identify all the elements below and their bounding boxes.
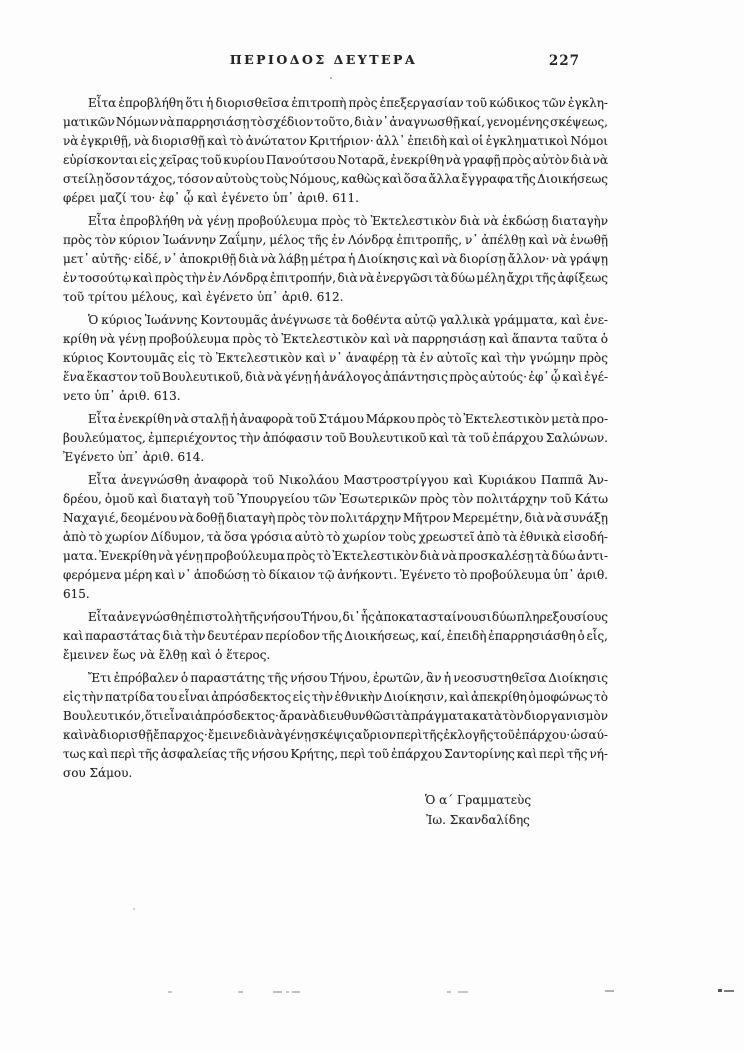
text-line: ματα. Ἐνεκρίθη νὰ γένῃ προβούλευμα πρὸς τὸ Ἐκτελεστικὸν διὰ νὰ προσκαλέσῃ τὰ δύω ἀντι- [63,549,608,563]
text-line: Εἶτα ἐνεκρίθη νὰ σταλῇ ἡ ἀναφορὰ τοῦ Στάμου Μάρκου πρὸς τὸ Ἐκτελεστικὸν μετὰ προ- [88,412,608,426]
scan-artifact [238,991,243,993]
text-line: βουλεύματος, ἐμπεριέχοντος τὴν ἀπόφασιν τοῦ Βουλευτικοῦ καὶ τὰ τοῦ ἐπάρχου Σαλώνων. [63,431,608,445]
text-line: ματικῶν Νόμων νὰ παρρησιάσῃ τὸ σχέδιον τοῦτο, διὰ ν᾽ ἀναγνωσθῇ καί, γενομένης σκέψεως, [63,115,608,129]
page-number: 227 [548,53,580,69]
text-line: νὰ ἐγκριθῇ, νὰ διορισθῇ καὶ τὸ ἀνώτατον Κριτήριον· ἀλλ᾽ ἐπειδὴ καὶ οἱ ἐγκληματικοὶ Νόμοι [63,134,609,148]
text-line: Εἶτα ἐπροβλήθη ὅτι ἡ διορισθεῖσα ἐπιτροπὴ πρὸς ἐπεξεργασίαν τοῦ κώδικος τῶν ἐγκλη- [88,96,608,110]
text-line: Βουλευτικόν, ὅτι εἶναι ἀπρόσδεκτος· ἄρα νὰ διευθυνθῶσι τὰ πράγματα κατὰ τὸν διοργανισμὸν [63,709,608,723]
text-line: Ὁ κύριος Ἰωάννης Κοντουμᾶς ἀνέγνωσε τὰ δοθέντα αὐτῷ γαλλικὰ γράμματα, καὶ ἐνε- [88,313,608,327]
text-line: ἀπὸ τὸ χωρίον Δίδυμον, τὰ ὅσα γρόσια αὐτὸ τὸ χωρίον τοὺς χρεωστεῖ ἀπὸ τὰ ἐθνικὰ εἰσοδή- [63,530,608,544]
paragraph [63,608,608,665]
text-line: Ναχαγιέ, δεομένου νὰ δοθῇ διαταγὴ πρὸς τὸν πολιτάρχην Μῆτρον Μερεμέτην, διὰ νὰ συνάξῃ [63,511,608,525]
text-line: φέρει μαζί του· ἐφ᾽ ᾧ καὶ ἐγένετο ὑπ᾽ ἀριθ. 611. [63,191,359,205]
signature-block [415,790,541,830]
text-line: Εἶτα ἐπροβλήθη νὰ γένῃ προβούλευμα πρὸς τὸ Ἐκτελεστικὸν διὰ νὰ ἐκδώσῃ διαταγὴν [88,214,608,228]
text-line: τοῦ τρίτου μέλους, καὶ ἐγένετο ὑπ᾽ ἀριθ. 612. [63,290,344,304]
text-line: μετ᾽ αὐτῆς· εἰδέ, ν᾽ ἀποκριθῇ διὰ νὰ λάβῃ μέτρα ἡ Διοίκησις καὶ νὰ διορίσῃ ἄλλον· νὰ γράψῃ [63,252,608,266]
text-line: ἕνα ἕκαστον τοῦ Βουλευτικοῦ, διὰ νὰ γένῃ ἡ ἀνάλογος ἀπάντησις πρὸς αὐτούς· ἐφ᾽ ᾧ καὶ ἐγέ- [63,370,608,384]
text-line: Εἶτα ἀνεγνώσθη ἐπιστολὴ τῆς νήσου Τήνου, δι᾽ ἧς ἀποκατασταίνουσι δύω πληρεξουσίους [88,610,608,624]
paragraph [63,311,608,406]
text-line: φερόμενα μέρη καὶ ν᾽ ἀποδώσῃ τὸ δίκαιον τῷ ἀνήκοντι. Ἐγένετο τὸ προβούλευμα ὑπ᾽ ἀριθ. [63,568,608,582]
signature-name: Ἰω. Σκανδαλίδης [426,813,530,827]
scan-artifact [605,990,614,992]
scan-artifact [724,990,734,992]
text-line: στείλῃ ὅσον τάχος, τόσον αὐτοὺς τοὺς Νόμους, καθὼς καὶ ὅσα ἄλλα ἔγγραφα τῆς Διοικήσεως [63,172,608,186]
text-line: κρίθη νὰ γένῃ προβούλευμα πρὸς τὸ Ἐκτελεστικὸν καὶ νὰ παρρησιάσῃ καὶ ἅπαντα ταῦτα ὁ [63,332,608,346]
running-head [63,52,608,68]
paragraph [63,471,608,604]
scan-artifact [718,989,722,992]
page-header-title: ΠΕΡΙΟΔΟΣ ΔΕΥΤΕΡΑ [229,52,418,67]
text-line: 615. [63,587,90,601]
text-line: Εἶτα ἀνεγνώσθη ἀναφορὰ τοῦ Νικολάου Μαστροστρίγγου καὶ Κυριάκου Παππᾶ Ἀν- [88,473,608,487]
text-line: ἐν τοσούτῳ καὶ πρὸς τὴν ἐν Λόνδρᾳ ἐπιτροπήν, διὰ νὰ ἐνεργῶσι τὰ δύω μέλη ἄχρι τῆς ἀφίξεως [63,271,608,285]
text-line: ἔμεινεν ἕως νὰ ἔλθῃ καὶ ὁ ἕτερος. [63,648,271,662]
text-line: καὶ νὰ διορισθῇ ἔπαρχος· ἔμεινε διὰ νὰ γένῃ σκέψις αὔριον περὶ τῆς ἐκλογῆς τοῦ ἐπάρχου· ὡσαύ- [63,728,608,742]
paragraph [63,410,608,467]
paragraph [63,669,608,783]
scan-artifact [168,991,172,993]
text-column [63,52,608,830]
text-line: εἰς τὴν πατρίδα του εἶναι ἀπρόσδεκτος εἰς τὴν ἐθνικὴν Διοίκησιν, καὶ ἀπεκρίθη ὁμοφώνως τὸ [63,690,608,704]
paragraph [63,94,608,208]
text-line: τως καὶ περὶ τῆς ἀσφαλείας τῆς νήσου Κρήτης, περὶ τοῦ ἐπάρχου Σαντορίνης καὶ περὶ τῆς νή- [63,747,608,761]
text-line: νετο ὑπ᾽ ἀριθ. 613. [63,389,181,403]
scan-artifact [133,908,135,910]
scan-artifact [330,77,332,79]
text-line: πρὸς τὸν κύριον Ἰωάννην Ζαΐμην, μέλος τῆς ἐν Λόνδρᾳ ἐπιτροπῆς, ν᾽ ἀπέλθῃ καὶ νὰ ἑνωθῇ [63,233,608,247]
text-line: Ἔτι ἐπρόβαλεν ὁ παραστάτης τῆς νήσου Τήνου, ἐρωτῶν, ἂν ἡ νεοσυστηθεῖσα Διοίκησις [88,671,608,685]
text-line: Ἐγένετο ὑπ᾽ ἀριθ. 614. [63,450,205,464]
text-line: κύριος Κοντουμᾶς εἰς τὸ Ἐκτελεστικὸν καὶ ν᾽ ἀναφέρῃ τὰ ἐν αὐτοῖς καὶ τὴν γνώμην πρὸς [63,351,608,365]
scan-artifact [292,991,300,993]
scan-artifact [458,991,468,993]
text-line: καὶ παραστάτας διὰ τὴν δευτέραν περίοδον τῆς Διοικήσεως, καί, ἐπειδὴ ἐπαρρησιάσθη ὁ εἷς, [63,629,608,643]
text-line: δρέου, ὁμοῦ καὶ διαταγὴ τοῦ Ὑπουργείου τῶν Ἐσωτερικῶν πρὸς τὸν πολιτάρχην τοῦ Κάτω [63,492,609,506]
text-line: σου Σάμου. [63,766,133,780]
paragraph [63,212,608,307]
scan-artifact [286,991,289,993]
scan-artifact [273,991,282,993]
scan-artifact [447,991,451,993]
signature-role: Ὁ α΄ Γραμματεὺς [424,793,532,807]
text-line: εὑρίσκονται εἰς χεῖρας τοῦ κυρίου Πανούτσου Νοταρᾶ, ἐνεκρίθη νὰ γραφῇ πρὸς αὐτὸν διὰ νὰ [63,153,608,167]
